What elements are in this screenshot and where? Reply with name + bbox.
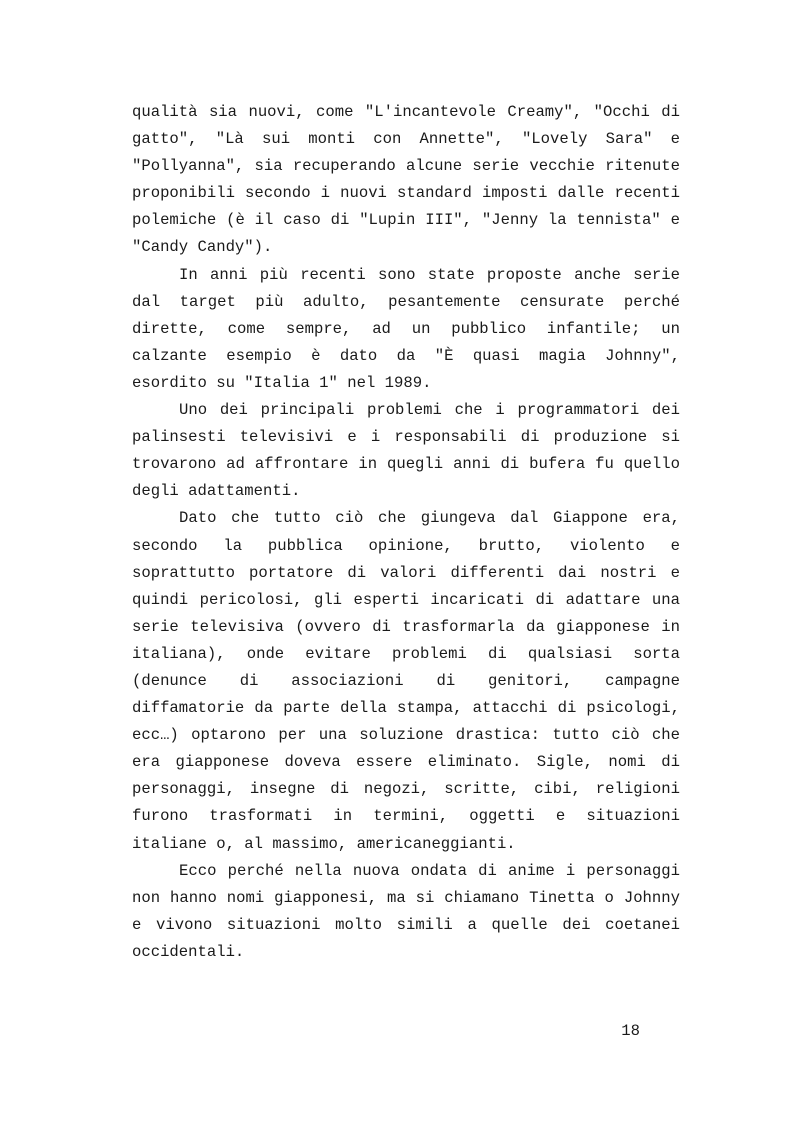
page-number: 18	[621, 1022, 640, 1040]
paragraph-recent-series: In anni più recenti sono state proposte anche serie dal target più adulto, pesantemente censurate perché dirette, come sempre, ad un pubblico infantile; un calzante esempio è dato da "È quasi magia Johnny", esordito su "Italia 1" nel 1989.	[132, 265, 680, 392]
paragraph-censorship: Dato che tutto ciò che giungeva dal Giappone era, secondo la pubblica opinione, brutto, violento e soprattutto portatore di valori differenti dai nostri e quindi pericolosi, gli esperti incaricati di adattare una serie televisiva (ovvero di trasformarla da giapponese in italiana), onde evitare problemi di qualsiasi sorta (denunce di associazioni di genitori, campagne diffamatorie da parte della stampa, attacchi di psicologi, ecc…) optarono per una soluzione drastica: tutto ciò che era giapponese doveva essere eliminato. Sigle, nomi di personaggi, insegne di negozi, scritte, cibi, religioni furono trasformati in termini, oggetti e situazioni italiane o, al massimo, americaneggianti.	[132, 509, 680, 853]
paragraph-continuation: qualità sia nuovi, come "L'incantevole Creamy", "Occhi di gatto", "Là sui monti con Annette", "Lovely Sara" e "Pollyanna", sia recuperando alcune serie vecchie ritenute proponibili secondo i nuovi standard imposti dalle recenti polemiche (è il caso di "Lupin III", "Jenny la tennista" e "Candy Candy").	[132, 103, 680, 257]
body-text	[132, 99, 680, 966]
paragraph-character-names: Ecco perché nella nuova ondata di anime i personaggi non hanno nomi giapponesi, ma si chiamano Tinetta o Johnny e vivono situazioni molto simili a quelle dei coetanei occidentali.	[132, 861, 680, 961]
paragraph-adaptation-problem: Uno dei principali problemi che i programmatori dei palinsesti televisivi e i responsabili di produzione si trovarono ad affrontare in quegli anni di bufera fu quello degli adattamenti.	[132, 401, 680, 501]
